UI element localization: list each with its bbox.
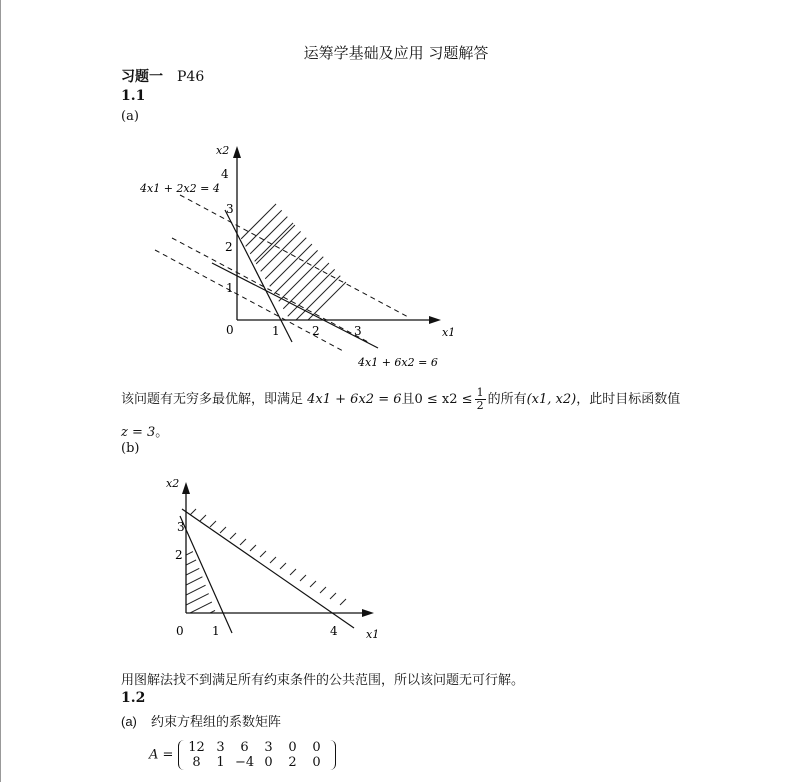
part-a2-text: 约束方程组的系数矩阵 xyxy=(151,715,282,730)
solution-a-line-1 xyxy=(121,387,680,412)
matrix-cell: 0 xyxy=(288,740,297,755)
y-tick-4-a: 4 xyxy=(221,167,229,181)
feasible-region-hatch-a xyxy=(200,180,438,320)
coefficient-matrix xyxy=(149,740,336,770)
x-axis-label-b: x1 xyxy=(366,628,380,641)
solution-a-point: (x1, x2) xyxy=(526,392,577,407)
y-axis-label-b: x2 xyxy=(166,477,180,490)
matrix-body xyxy=(178,740,336,770)
y-tick-1-a: 1 xyxy=(226,281,234,295)
x-tick-1-a: 1 xyxy=(272,324,280,338)
solution-a-condition: 且0 ≤ x2 ≤ xyxy=(401,392,473,407)
chapter-page: P46 xyxy=(177,69,205,85)
constraint-line-2-b xyxy=(182,509,354,628)
part-b-label: (b) xyxy=(121,441,140,456)
origin-label-b: 0 xyxy=(176,624,184,638)
y-axis-arrow-b xyxy=(182,482,190,494)
constraint-line-1-a xyxy=(225,210,292,342)
matrix-cell: 3 xyxy=(264,740,273,755)
solution-a-text-1: 该问题有无穷多最优解，即满足 xyxy=(121,392,304,407)
feasible-region-hatch-b xyxy=(186,540,216,625)
solution-a-text-3: ，此时目标函数值 xyxy=(576,392,681,407)
constraint-label-1-a: 4x1 + 2x2 = 4 xyxy=(140,182,220,195)
y-tick-2-b: 2 xyxy=(175,548,183,562)
fraction-numerator: 1 xyxy=(476,386,484,399)
x-tick-2-a: 2 xyxy=(312,324,320,338)
matrix-row-2 xyxy=(185,755,329,770)
solution-b-text: 用图解法找不到满足所有约束条件的公共范围，所以该问题无可行解。 xyxy=(121,673,525,688)
matrix-cell: 8 xyxy=(192,755,201,770)
solution-a-fraction xyxy=(475,387,486,412)
part-a2-label: (a) xyxy=(121,714,137,729)
y-axis-label-a: x2 xyxy=(216,144,230,157)
matrix-cell: 0 xyxy=(264,755,273,770)
constraint-label-2-a: 4x1 + 6x2 = 6 xyxy=(358,356,438,369)
matrix-cell: 2 xyxy=(288,755,297,770)
matrix-cell: −4 xyxy=(234,755,255,770)
solution-a-equation: 4x1 + 6x2 = 6 xyxy=(307,392,402,407)
x-tick-4-b: 4 xyxy=(330,624,338,638)
problem-number-1-1: 1.1 xyxy=(121,88,146,104)
problem-number-1-2: 1.2 xyxy=(121,690,146,706)
origin-label-a: 0 xyxy=(226,323,234,337)
solution-a-text-2: 的所有 xyxy=(487,392,527,407)
fraction-denominator: 2 xyxy=(476,399,484,412)
y-axis-arrow-a xyxy=(233,146,241,158)
x-tick-3-a: 3 xyxy=(354,324,362,338)
matrix-cell: 3 xyxy=(216,740,225,755)
matrix-row-1 xyxy=(185,740,329,755)
x-tick-1-b: 1 xyxy=(212,624,220,638)
part-a2-line xyxy=(121,711,281,730)
part-a-label: (a) xyxy=(121,109,139,124)
chapter-heading-text: 习题一 xyxy=(121,69,163,85)
figure-b xyxy=(0,460,792,660)
y-tick-3-a: 3 xyxy=(226,202,234,216)
matrix-cell: 1 xyxy=(216,755,225,770)
x-axis-arrow-b xyxy=(362,609,374,617)
document-title: 运筹学基础及应用 习题解答 xyxy=(303,44,489,62)
solution-a-line-2 xyxy=(121,421,168,440)
y-tick-2-a: 2 xyxy=(225,240,233,254)
matrix-cell: 0 xyxy=(312,740,321,755)
matrix-cell: 0 xyxy=(312,755,321,770)
x-axis-label-a: x1 xyxy=(442,326,456,339)
x-axis-arrow-a xyxy=(429,316,441,324)
matrix-cell: 6 xyxy=(240,740,249,755)
objective-line-1-a xyxy=(180,195,410,318)
matrix-cell: 12 xyxy=(188,740,205,755)
solution-a-z-value: z = 3 xyxy=(121,425,156,440)
matrix-name: A = xyxy=(149,747,174,763)
y-tick-3-b: 3 xyxy=(177,520,185,534)
solution-a-end-mark: 。 xyxy=(155,425,169,440)
